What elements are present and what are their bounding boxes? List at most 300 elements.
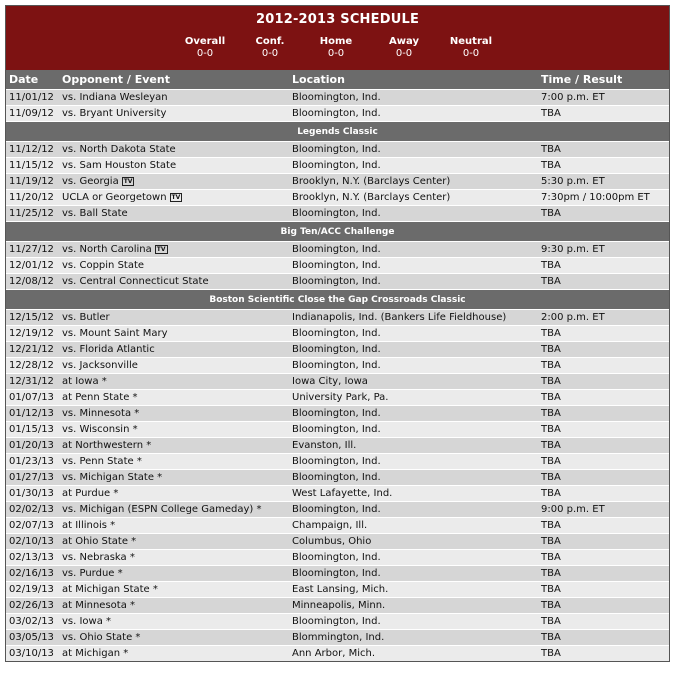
game-location: [292, 440, 356, 451]
game-location: [292, 456, 381, 467]
game-location-text: Bloomington, Ind.: [292, 504, 381, 515]
game-opponent-text: at Minnesota *: [62, 600, 136, 611]
game-location: [292, 144, 381, 155]
record-home: [301, 36, 371, 60]
game-time-text: TBA: [541, 344, 561, 355]
game-opponent-text: at Michigan *: [62, 648, 129, 659]
game-date: [9, 244, 54, 255]
table-row: [6, 533, 669, 549]
game-opponent-text: vs. Ohio State *: [62, 632, 141, 643]
table-row: [6, 437, 669, 453]
game-time: [541, 488, 561, 499]
game-time-text: TBA: [541, 376, 561, 387]
game-date: [9, 536, 54, 547]
table-row: [6, 485, 669, 501]
section-heading: Boston Scientific Close the Gap Crossroads Classic: [6, 289, 669, 309]
game-date-text: 01/30/13: [9, 488, 54, 499]
game-time: [541, 344, 561, 355]
game-date-text: 11/01/12: [9, 92, 54, 103]
game-opponent: [62, 144, 176, 155]
table-row: [6, 257, 669, 273]
game-time: [541, 176, 605, 187]
game-location-text: Brooklyn, N.Y. (Barclays Center): [292, 192, 451, 203]
game-location-text: Bloomington, Ind.: [292, 552, 381, 563]
table-row: [6, 629, 669, 645]
game-location: [292, 616, 381, 627]
game-location: [292, 488, 392, 499]
game-location: [292, 392, 388, 403]
game-location-text: Bloomington, Ind.: [292, 276, 381, 287]
game-location: [292, 568, 381, 579]
game-date: [9, 456, 54, 467]
table-row: [6, 241, 669, 257]
game-date-text: 11/09/12: [9, 108, 54, 119]
game-opponent-text: at Ohio State *: [62, 536, 137, 547]
game-opponent-text: at Purdue *: [62, 488, 119, 499]
game-location-text: Bloomington, Ind.: [292, 244, 381, 255]
game-date-text: 03/10/13: [9, 648, 54, 659]
game-date: [9, 504, 54, 515]
game-date-text: 02/02/13: [9, 504, 54, 515]
game-time-text: TBA: [541, 440, 561, 451]
table-row: [6, 501, 669, 517]
game-date: [9, 552, 54, 563]
record-neutral: [436, 36, 506, 60]
game-opponent: [62, 260, 144, 271]
game-time: [541, 360, 561, 371]
game-time: [541, 108, 561, 119]
table-row: [6, 597, 669, 613]
game-location: [292, 472, 381, 483]
game-opponent: [62, 360, 138, 371]
game-time: [541, 552, 561, 563]
game-date-text: 12/15/12: [9, 312, 54, 323]
column-header-time: Time / Result: [541, 73, 623, 86]
game-date-text: 11/19/12: [9, 176, 54, 187]
table-row: [6, 273, 669, 289]
game-time-text: TBA: [541, 360, 561, 371]
tv-icon: TV: [171, 194, 181, 201]
column-header-row: [6, 70, 669, 89]
game-opponent: [62, 276, 209, 287]
game-opponent: [62, 312, 110, 323]
table-row: [6, 565, 669, 581]
game-date: [9, 260, 54, 271]
game-location-text: Bloomington, Ind.: [292, 144, 381, 155]
game-time-text: TBA: [541, 208, 561, 219]
game-opponent: [62, 176, 134, 187]
table-row: [6, 189, 669, 205]
game-location: [292, 160, 381, 171]
game-time: [541, 648, 561, 659]
game-time-text: TBA: [541, 632, 561, 643]
game-date: [9, 108, 54, 119]
game-time-text: 5:30 p.m. ET: [541, 176, 605, 187]
table-row: [6, 341, 669, 357]
game-time-text: TBA: [541, 552, 561, 563]
record-conference: [235, 36, 305, 60]
table-row: [6, 325, 669, 341]
schedule-widget: [5, 5, 670, 662]
game-date-text: 02/13/13: [9, 552, 54, 563]
game-location-text: Bloomington, Ind.: [292, 456, 381, 467]
game-location-text: Bloomington, Ind.: [292, 260, 381, 271]
game-date-text: 02/10/13: [9, 536, 54, 547]
section-heading: Big Ten/ACC Challenge: [6, 221, 669, 241]
game-opponent: [62, 504, 262, 515]
game-opponent-text: vs. Sam Houston State: [62, 160, 177, 171]
game-location: [292, 176, 450, 187]
game-opponent-text: vs. Wisconsin *: [62, 424, 138, 435]
game-opponent: [62, 208, 128, 219]
game-location: [292, 192, 450, 203]
game-date-text: 02/26/13: [9, 600, 54, 611]
game-location: [292, 108, 381, 119]
game-date-text: 11/15/12: [9, 160, 54, 171]
record-value: 0-0: [462, 48, 480, 59]
game-opponent-text: vs. Butler: [62, 312, 110, 323]
game-time-text: 9:30 p.m. ET: [541, 244, 605, 255]
game-date: [9, 176, 54, 187]
game-opponent-text: vs. North Dakota State: [62, 144, 176, 155]
game-location-text: Bloomington, Ind.: [292, 328, 381, 339]
game-opponent-text: vs. Michigan (ESPN College Gameday) *: [62, 504, 262, 515]
game-time: [541, 276, 561, 287]
game-opponent-text: vs. Purdue *: [62, 568, 123, 579]
game-time-text: TBA: [541, 472, 561, 483]
game-opponent: [62, 552, 135, 563]
game-opponent-text: vs. Central Connecticut State: [62, 276, 209, 287]
game-date: [9, 520, 54, 531]
game-location: [292, 92, 381, 103]
game-date-text: 02/07/13: [9, 520, 54, 531]
tv-icon: TV: [156, 246, 166, 253]
game-opponent-text: vs. Iowa *: [62, 616, 112, 627]
game-date: [9, 568, 54, 579]
game-time-text: 7:30pm / 10:00pm ET: [541, 192, 650, 203]
game-date-text: 12/01/12: [9, 260, 54, 271]
game-date-text: 11/20/12: [9, 192, 54, 203]
game-location: [292, 260, 381, 271]
game-date: [9, 376, 54, 387]
section-heading: Legends Classic: [6, 121, 669, 141]
record-label: Overall: [184, 36, 226, 47]
game-date: [9, 276, 54, 287]
table-row: [6, 421, 669, 437]
game-date: [9, 632, 54, 643]
game-date-text: 11/25/12: [9, 208, 54, 219]
game-opponent: [62, 424, 138, 435]
table-row: [6, 373, 669, 389]
game-time-text: TBA: [541, 144, 561, 155]
game-date: [9, 92, 54, 103]
game-time: [541, 192, 650, 203]
record-label: Neutral: [449, 36, 493, 47]
game-date-text: 11/27/12: [9, 244, 54, 255]
game-opponent: [62, 472, 162, 483]
record-overall: [170, 36, 240, 60]
game-opponent: [62, 344, 155, 355]
game-date-text: 01/07/13: [9, 392, 54, 403]
game-date-text: 12/28/12: [9, 360, 54, 371]
table-row: [6, 613, 669, 629]
game-opponent: [62, 440, 151, 451]
table-row: [6, 357, 669, 373]
game-location-text: Indianapolis, Ind. (Bankers Life Fieldhouse): [292, 312, 507, 323]
game-time: [541, 328, 561, 339]
game-time: [541, 92, 605, 103]
game-opponent: [62, 632, 140, 643]
table-row: [6, 517, 669, 533]
game-location: [292, 312, 506, 323]
game-time-text: TBA: [541, 260, 561, 271]
table-row: [6, 157, 669, 173]
column-header-date: Date: [9, 73, 39, 86]
table-row: [6, 173, 669, 189]
game-date: [9, 440, 54, 451]
game-time: [541, 456, 561, 467]
game-opponent-text: at Penn State *: [62, 392, 138, 403]
game-opponent: [62, 616, 111, 627]
schedule-header: [6, 6, 669, 70]
game-time: [541, 504, 605, 515]
table-row: [6, 105, 669, 121]
game-time: [541, 472, 561, 483]
game-date-text: 02/16/13: [9, 568, 54, 579]
game-date: [9, 424, 54, 435]
game-time: [541, 144, 561, 155]
game-location-text: Ann Arbor, Mich.: [292, 648, 376, 659]
game-date-text: 12/19/12: [9, 328, 54, 339]
table-row: [6, 469, 669, 485]
game-opponent: [62, 536, 136, 547]
game-opponent: [62, 488, 118, 499]
game-opponent: [62, 108, 166, 119]
game-location-text: Evanston, Ill.: [292, 440, 357, 451]
game-location-text: Bloomington, Ind.: [292, 472, 381, 483]
record-value: 0-0: [395, 48, 413, 59]
game-time-text: TBA: [541, 276, 561, 287]
column-header-location: Location: [292, 73, 345, 86]
game-location-text: Bloomington, Ind.: [292, 160, 381, 171]
game-opponent: [62, 568, 123, 579]
game-location-text: Bloomington, Ind.: [292, 108, 381, 119]
table-row: [6, 581, 669, 597]
game-time-text: TBA: [541, 424, 561, 435]
game-opponent: [62, 376, 107, 387]
game-time: [541, 440, 561, 451]
game-location: [292, 520, 367, 531]
game-location: [292, 276, 381, 287]
game-opponent: [62, 160, 176, 171]
game-location-text: Brooklyn, N.Y. (Barclays Center): [292, 176, 451, 187]
game-date: [9, 648, 54, 659]
game-opponent-text: at Iowa *: [62, 376, 107, 387]
game-date: [9, 584, 54, 595]
game-location: [292, 552, 381, 563]
table-row: [6, 389, 669, 405]
game-date-text: 12/21/12: [9, 344, 54, 355]
game-time: [541, 520, 561, 531]
game-date-text: 01/20/13: [9, 440, 54, 451]
game-time: [541, 584, 561, 595]
table-row: [6, 89, 669, 105]
game-time-text: TBA: [541, 488, 561, 499]
game-location-text: Bloomington, Ind.: [292, 424, 381, 435]
game-date: [9, 392, 54, 403]
game-location-text: Bloomington, Ind.: [292, 92, 381, 103]
game-time: [541, 160, 561, 171]
tv-icon: TV: [123, 178, 133, 185]
game-location: [292, 344, 381, 355]
game-date-text: 01/27/13: [9, 472, 54, 483]
game-date-text: 03/05/13: [9, 632, 54, 643]
game-location: [292, 632, 384, 643]
game-time-text: TBA: [541, 408, 561, 419]
record-value: 0-0: [327, 48, 345, 59]
record-label: Home: [319, 36, 353, 47]
game-opponent: [62, 520, 115, 531]
game-date-text: 12/08/12: [9, 276, 54, 287]
game-location-text: Columbus, Ohio: [292, 536, 372, 547]
record-away: [369, 36, 439, 60]
game-time-text: TBA: [541, 328, 561, 339]
game-location-text: West Lafayette, Ind.: [292, 488, 393, 499]
game-location-text: Bloomington, Ind.: [292, 360, 381, 371]
game-time: [541, 632, 561, 643]
game-date: [9, 408, 54, 419]
game-date: [9, 360, 54, 371]
game-opponent: [62, 392, 138, 403]
game-location: [292, 328, 381, 339]
game-opponent-text: vs. Bryant University: [62, 108, 167, 119]
game-opponent-text: vs. Indiana Wesleyan: [62, 92, 168, 103]
table-row: [6, 453, 669, 469]
game-location-text: Minneapolis, Minn.: [292, 600, 386, 611]
game-opponent-text: vs. Penn State *: [62, 456, 142, 467]
game-time: [541, 616, 561, 627]
game-location: [292, 360, 381, 371]
game-date-text: 01/23/13: [9, 456, 54, 467]
game-date-text: 02/19/13: [9, 584, 54, 595]
game-opponent-text: vs. Mount Saint Mary: [62, 328, 168, 339]
game-location-text: Blommington, Ind.: [292, 632, 385, 643]
game-opponent-text: vs. Jacksonville: [62, 360, 138, 371]
game-time: [541, 312, 605, 323]
game-date: [9, 616, 54, 627]
game-date: [9, 488, 54, 499]
game-date-text: 12/31/12: [9, 376, 54, 387]
game-location-text: Bloomington, Ind.: [292, 208, 381, 219]
column-header-opponent: Opponent / Event: [62, 73, 170, 86]
game-date: [9, 472, 54, 483]
game-time: [541, 424, 561, 435]
game-location: [292, 424, 381, 435]
game-date: [9, 312, 54, 323]
game-date-text: 11/12/12: [9, 144, 54, 155]
game-opponent-text: vs. Florida Atlantic: [62, 344, 155, 355]
game-location-text: Iowa City, Iowa: [292, 376, 368, 387]
game-time: [541, 208, 561, 219]
record-value: 0-0: [196, 48, 214, 59]
game-time-text: 9:00 p.m. ET: [541, 504, 605, 515]
game-time-text: TBA: [541, 520, 561, 531]
game-opponent-text: vs. Michigan State *: [62, 472, 163, 483]
game-time-text: TBA: [541, 568, 561, 579]
game-location: [292, 536, 371, 547]
game-opponent-text: UCLA or Georgetown: [62, 192, 167, 203]
game-time-text: TBA: [541, 536, 561, 547]
game-location: [292, 244, 381, 255]
record-value: 0-0: [261, 48, 279, 59]
game-date-text: 03/02/13: [9, 616, 54, 627]
table-row: [6, 549, 669, 565]
game-time-text: TBA: [541, 616, 561, 627]
game-time: [541, 392, 561, 403]
table-row: [6, 645, 669, 661]
game-location-text: University Park, Pa.: [292, 392, 389, 403]
game-location: [292, 408, 381, 419]
game-location-text: Bloomington, Ind.: [292, 568, 381, 579]
game-time-text: 2:00 p.m. ET: [541, 312, 605, 323]
game-opponent: [62, 408, 139, 419]
game-time-text: TBA: [541, 600, 561, 611]
game-opponent: [62, 244, 168, 255]
record-label: Away: [389, 36, 419, 47]
game-location-text: East Lansing, Mich.: [292, 584, 389, 595]
game-opponent-text: vs. Georgia: [62, 176, 119, 187]
game-opponent: [62, 584, 158, 595]
game-date-text: 01/12/13: [9, 408, 54, 419]
game-opponent-text: at Illinois *: [62, 520, 116, 531]
game-opponent: [62, 456, 142, 467]
game-date: [9, 328, 54, 339]
schedule-table-body: [6, 89, 669, 661]
game-opponent: [62, 328, 167, 339]
game-opponent-text: at Michigan State *: [62, 584, 158, 595]
table-row: [6, 309, 669, 325]
game-date: [9, 344, 54, 355]
game-time-text: 7:00 p.m. ET: [541, 92, 605, 103]
game-opponent-text: vs. Coppin State: [62, 260, 145, 271]
game-opponent-text: vs. Ball State: [62, 208, 128, 219]
game-location-text: Bloomington, Ind.: [292, 344, 381, 355]
game-location-text: Champaign, Ill.: [292, 520, 368, 531]
game-opponent: [62, 192, 182, 203]
game-time: [541, 568, 561, 579]
game-time: [541, 260, 561, 271]
game-time: [541, 244, 605, 255]
game-opponent-text: vs. Nebraska *: [62, 552, 135, 563]
game-date: [9, 144, 54, 155]
game-location-text: Bloomington, Ind.: [292, 408, 381, 419]
game-date: [9, 160, 54, 171]
game-date: [9, 600, 54, 611]
game-opponent-text: vs. Minnesota *: [62, 408, 140, 419]
game-time: [541, 536, 561, 547]
game-location: [292, 208, 381, 219]
table-row: [6, 205, 669, 221]
game-date-text: 01/15/13: [9, 424, 54, 435]
game-opponent: [62, 600, 135, 611]
game-location: [292, 584, 388, 595]
game-location: [292, 648, 375, 659]
game-date: [9, 208, 54, 219]
game-time-text: TBA: [541, 108, 561, 119]
game-time: [541, 376, 561, 387]
game-opponent: [62, 92, 168, 103]
game-opponent-text: vs. North Carolina: [62, 244, 152, 255]
